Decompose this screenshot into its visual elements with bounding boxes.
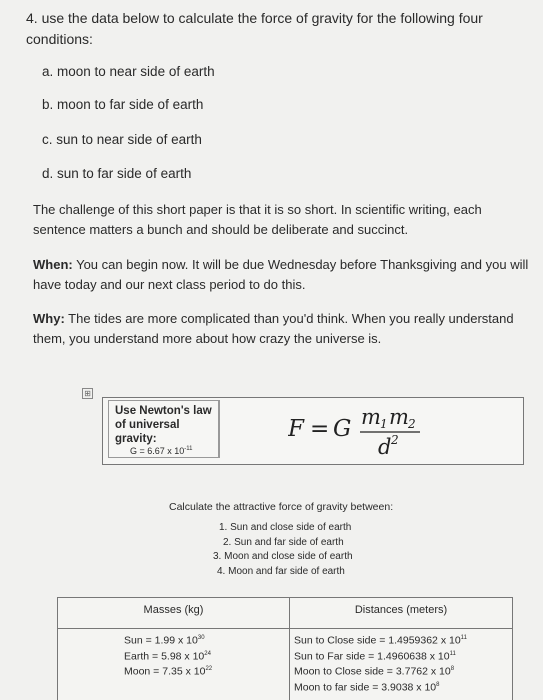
svg-text:1: 1 [380,417,388,431]
law-heading: Use Newton's law of universal gravity: [115,405,212,445]
svg-text:m: m [389,405,409,429]
svg-text:2: 2 [408,417,416,431]
question-title: 4. use the data below to calculate the force of gravity for the following four conditions: [26,10,483,47]
condition-a: a. moon to near side of earth [42,64,215,79]
list-item: 4. Moon and far side of earth [217,565,345,577]
table-row: Sun = 1.99 x $10^{30}$ [124,634,205,647]
when-label: When: [33,257,73,272]
when-text: You can begin now. It will be due Wednesday before Thanksgiving and you will have today and our next class period to do this. [33,257,529,292]
distances-table [289,597,513,700]
challenge-paragraph: The challenge of this short paper is that it is so short. In scientific writing, each sentence matters a bunch and should be deliberate and succinct. [33,202,482,237]
why-text: The tides are more complicated than you'd think. When you really understand them, you understand more about how crazy the universe is. [33,311,514,346]
masses-header: Masses (kg) [58,598,289,629]
svg-text:=: = [310,416,330,442]
when-paragraph [33,255,533,295]
svg-text:m: m [361,405,381,429]
svg-text:2: 2 [391,433,399,447]
list-item: 1. Sun and close side of earth [219,522,352,533]
table-row: Sun to Close side = 1.4959362 x $10^{11}$ [294,634,467,647]
table-row: Moon to far side = 3.9038 x $10^8$ [294,681,440,693]
svg-text:F: F [288,416,304,442]
list-item: 3. Moon and close side of earth [213,551,353,562]
condition-b: b. moon to far side of earth [42,97,204,112]
gravity-formula [288,402,488,466]
table-row: Sun to Far side = 1.4960638 x $10^{11}$ [294,650,456,662]
masses-table [57,597,290,700]
why-paragraph [33,309,533,349]
law-instruction-box [108,400,220,458]
svg-text:G: G [333,416,352,442]
condition-c: c. sun to near side of earth [42,132,202,147]
condition-d: d. sun to far side of earth [42,166,192,181]
distances-body [290,629,512,694]
gravitational-constant: G = 6.67 x $10^{-11}$ [130,446,193,456]
move-handle-icon[interactable]: ⊞ [82,388,93,399]
distances-header: Distances (meters) [290,598,512,629]
calculate-list [213,521,353,579]
list-item: 2. Sun and far side of earth [223,536,344,548]
masses-body [58,629,289,679]
why-label: Why: [33,311,65,326]
svg-text:d: d [378,435,392,459]
gravity-law-box [102,397,524,465]
calculate-heading: Calculate the attractive force of gravity between: [169,501,394,513]
table-row: Moon = 7.35 x $10^{22}$ [124,665,213,678]
gravity-law-figure [82,388,524,480]
table-row: Earth = 5.98 x $10^{24}$ [124,650,211,662]
table-row: Moon to Close side = 3.7762 x $10^8$ [294,665,455,678]
